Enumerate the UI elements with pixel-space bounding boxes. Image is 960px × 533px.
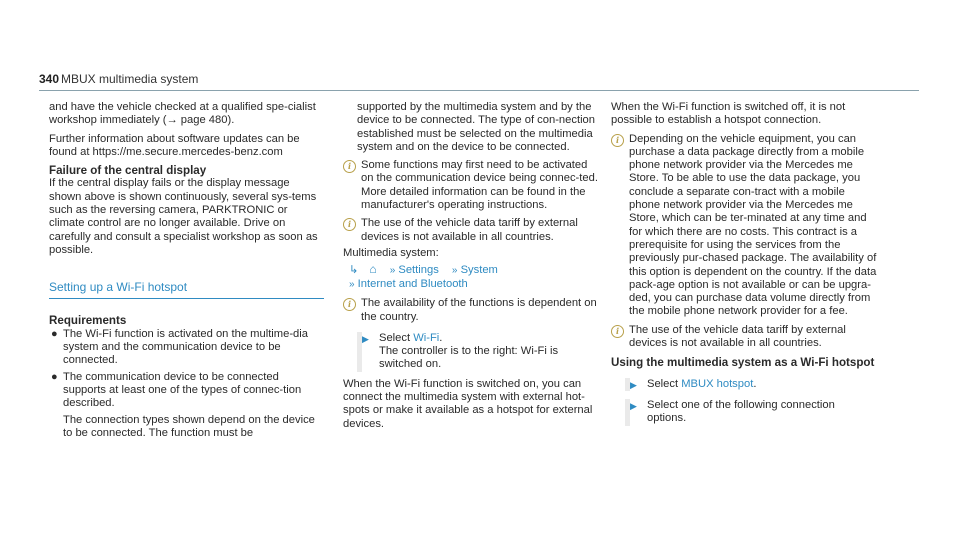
step: ▶ Select MBUX hotspot. xyxy=(611,378,877,391)
info-icon: i xyxy=(611,325,624,338)
page-number: 340 xyxy=(39,72,60,86)
play-arrow-icon: ▶ xyxy=(630,400,637,411)
header-title: MBUX multimedia system xyxy=(61,72,199,86)
page-header xyxy=(39,72,919,91)
using-heading: Using the multimedia system as a Wi-Fi hotspot xyxy=(611,356,875,370)
info-note: i The use of the vehicle data tariff by external devices is not available in all countries. xyxy=(343,217,601,244)
menu-path xyxy=(343,262,601,292)
path-internet: Internet and Bluetooth xyxy=(357,278,468,291)
path-settings: Settings xyxy=(398,264,439,277)
info-note: i Some functions may first need to be activated on the communication device being connec-ted. More detailed information can be found in the manufacturer's operating instructions. xyxy=(343,159,601,212)
column-1 xyxy=(49,101,324,440)
paragraph: When the Wi-Fi function is switched off, it is not possible to establish a hotspot connection. xyxy=(611,101,846,127)
step: ▶ Select one of the following connection options. xyxy=(611,399,877,426)
column-2 xyxy=(343,101,601,431)
paragraph: and have the vehicle checked at a qualified spe-cialist workshop immediately (→ page 480). xyxy=(49,101,316,127)
home-icon: ⌂ xyxy=(369,262,377,277)
path-label: Multimedia system: xyxy=(343,246,439,259)
info-icon: i xyxy=(611,134,624,147)
column-3 xyxy=(611,101,877,426)
requirements-heading: Requirements xyxy=(49,313,127,327)
bullet-icon: ● xyxy=(51,370,58,383)
paragraph: Further information about software updates can be found at https://me.secure.mercedes-benz.com xyxy=(49,132,300,158)
paragraph: The connection types shown depend on the device to be connected. The function must be xyxy=(63,413,315,439)
step: ▶ Select Wi-Fi. The controller is to the right: Wi-Fi is switched on. xyxy=(343,332,601,372)
list-item: ● The communication device to be connected supports at least one of the types of connec-tion described. xyxy=(51,370,302,410)
bullet-icon: ● xyxy=(51,327,58,340)
play-arrow-icon: ▶ xyxy=(630,379,637,390)
path-system: System xyxy=(460,264,498,277)
info-note: i Depending on the vehicle equipment, you can purchase a data package directly from a mobile phone network provider via the Mercedes me Store. To be able to use the data package, you conclude a separate con-tract with a mobile phone network provider via the Mercedes me Store, which can be ter-minated at any time and for which there are no costs. This contract is a prerequisite for using the services from the previously pur-chased package. The availability of this option is dependent on the country. If the data pack-age option is not available or can be upgra-ded, you can purchase data volume directly from the mobile phone network provider for a fee. xyxy=(611,133,877,319)
step-target: MBUX hotspot xyxy=(681,377,754,390)
info-note: i The use of the vehicle data tariff by external devices is not available in all countries. xyxy=(611,324,877,351)
section-title: Setting up a Wi-Fi hotspot xyxy=(49,281,324,298)
chevron-right-icon: » xyxy=(389,265,396,277)
paragraph: If the central display fails or the display message shown above is shown continuously, several sys-tems such as the reversing camera, PARKTRONIC or climate control are no longer available. Drive on carefully and consult a specialist workshop as soon as possible. xyxy=(49,177,318,256)
chevron-right-icon: » xyxy=(349,279,355,291)
info-icon: i xyxy=(343,160,356,173)
list-item: ● The Wi-Fi function is activated on the multime-dia system and the communication device to be connected. xyxy=(51,327,308,367)
paragraph: supported by the multimedia system and by the device to be connected. The type of con-nection established must be selected on the multimedia system and on the device to be connected. xyxy=(357,101,595,153)
play-arrow-icon: ▶ xyxy=(362,333,369,344)
turn-arrow-icon: ↳ xyxy=(349,264,359,277)
failure-heading: Failure of the central display xyxy=(49,164,207,178)
step-target: Wi-Fi xyxy=(413,331,440,344)
info-note: i The availability of the functions is dependent on the country. xyxy=(343,297,601,324)
info-icon: i xyxy=(343,218,356,231)
info-icon: i xyxy=(343,298,356,311)
paragraph: When the Wi-Fi function is switched on, you can connect the multimedia system with external hot-spots or make it available as a hotspot for external devices. xyxy=(343,377,593,430)
chevron-right-icon: » xyxy=(451,265,458,277)
